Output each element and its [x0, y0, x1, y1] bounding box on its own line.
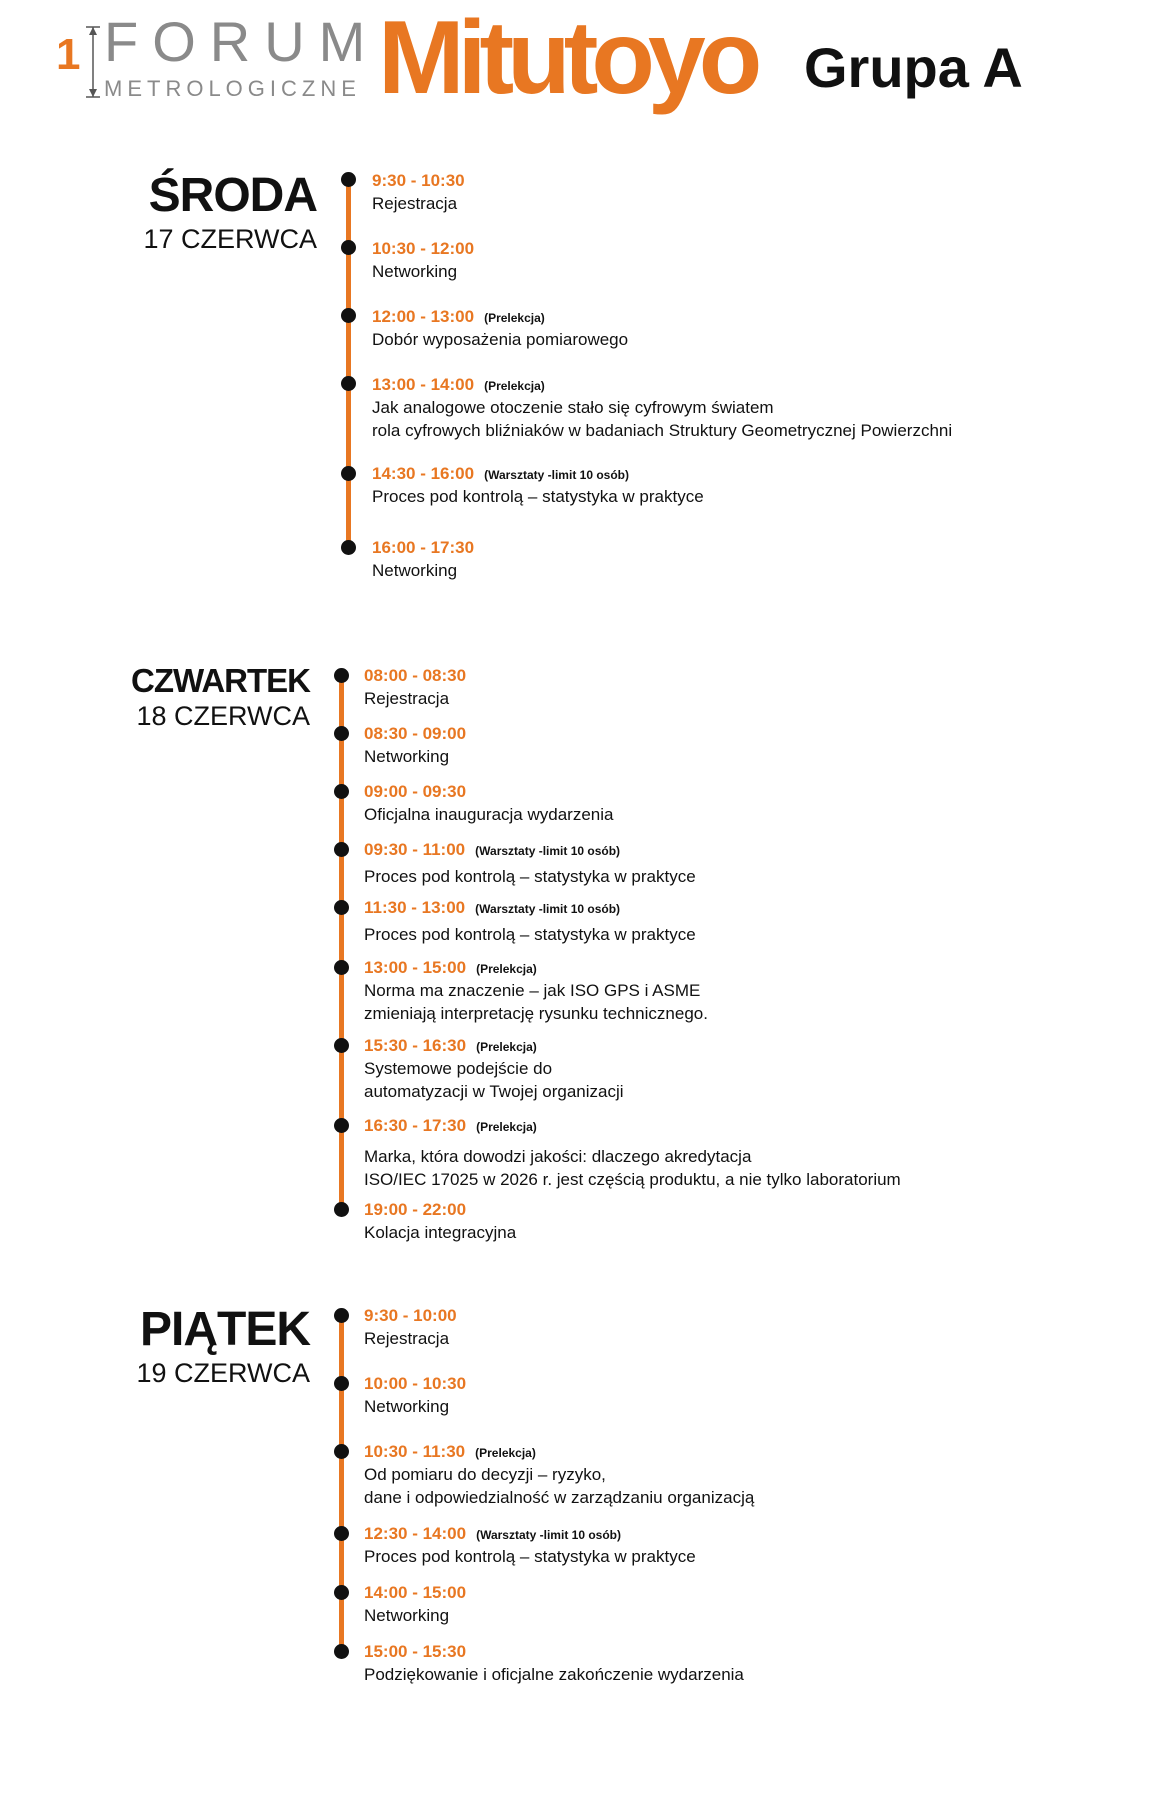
day-label	[131, 664, 310, 730]
item-time: 12:30 - 14:00	[364, 1524, 467, 1543]
item-tag: (Warsztaty -limit 10 osób)	[484, 468, 629, 482]
item-description: Networking	[372, 262, 458, 281]
item-time: 16:30 - 17:30	[364, 1116, 467, 1135]
item-time: 13:00 - 15:00	[364, 958, 467, 977]
schedule-item	[372, 306, 628, 351]
item-description: Networking	[364, 747, 450, 766]
item-description: Kolacja integracyjna	[364, 1223, 517, 1242]
item-description: automatyzacji w Twojej organizacji	[364, 1082, 624, 1101]
item-description: rola cyfrowych bliźniaków w badaniach Struktury Geometrycznej Powierzchni	[372, 421, 953, 440]
schedule-item	[364, 1115, 901, 1191]
item-description: Rejestracja	[364, 1329, 450, 1348]
schedule-item	[364, 1641, 744, 1686]
schedule-item	[364, 957, 708, 1025]
item-time: 15:30 - 16:30	[364, 1036, 467, 1055]
schedule-item	[364, 781, 613, 826]
item-tag: (Warsztaty -limit 10 osób)	[475, 844, 621, 858]
item-description: ISO/IEC 17025 w 2026 r. jest częścią produktu, a nie tylko laboratorium	[364, 1170, 901, 1189]
item-time: 9:30 - 10:30	[372, 171, 465, 190]
timeline-dot	[334, 900, 349, 915]
item-description: Od pomiaru do decyzji – ryzyko,	[364, 1465, 606, 1484]
item-tag: (Warsztaty -limit 10 osób)	[476, 1528, 621, 1542]
item-tag: (Prelekcja)	[476, 1120, 537, 1134]
item-time: 13:00 - 14:00	[372, 375, 475, 394]
item-description: zmieniają interpretację rysunku technicznego.	[364, 1004, 708, 1023]
schedule-item	[372, 238, 474, 283]
timeline-dot	[341, 308, 356, 323]
item-description: Networking	[372, 561, 458, 580]
item-tag: (Prelekcja)	[476, 1040, 537, 1054]
day-name: ŚRODA	[148, 169, 317, 222]
item-description: Norma ma znaczenie – jak ISO GPS i ASME	[364, 981, 701, 1000]
group-title: Grupa A	[804, 36, 1023, 99]
timeline-dot	[341, 466, 356, 481]
item-description: Rejestracja	[372, 194, 458, 213]
timeline-dot	[334, 784, 349, 799]
item-description: Networking	[364, 1397, 450, 1416]
timeline-dot	[341, 540, 356, 555]
schedule-item	[372, 374, 952, 442]
schedule-item	[364, 897, 696, 946]
schedule-item	[364, 1035, 624, 1103]
item-description: Networking	[364, 1606, 450, 1625]
page-header	[0, 0, 1167, 130]
item-time: 14:00 - 15:00	[364, 1583, 467, 1602]
schedule-item	[372, 170, 465, 215]
item-time: 16:00 - 17:30	[372, 538, 475, 557]
timeline-dot	[334, 1444, 349, 1459]
item-time: 12:00 - 13:00	[372, 307, 475, 326]
item-description: Rejestracja	[364, 689, 450, 708]
timeline-dot	[334, 668, 349, 683]
item-description: Marka, która dowodzi jakości: dlaczego akredytacja	[364, 1147, 752, 1166]
item-time: 10:30 - 11:30	[364, 1442, 466, 1461]
timeline-dot	[334, 1644, 349, 1659]
schedule-item	[364, 1582, 466, 1627]
timeline-dot	[334, 1308, 349, 1323]
timeline-dot	[334, 1376, 349, 1391]
item-time: 09:30 - 11:00	[364, 840, 466, 859]
item-description: Proces pod kontrolą – statystyka w praktyce	[364, 867, 696, 886]
schedule-item	[364, 1305, 457, 1350]
item-tag: (Prelekcja)	[476, 962, 537, 976]
item-description: dane i odpowiedzialność w zarządzaniu organizacją	[364, 1488, 755, 1507]
dimension-bracket-icon	[86, 25, 100, 99]
timeline-dot	[334, 726, 349, 741]
item-description: Dobór wyposażenia pomiarowego	[372, 330, 629, 349]
timeline-dot	[334, 1585, 349, 1600]
day-date: 17 CZERWCA	[143, 224, 317, 254]
schedule-item	[364, 1199, 516, 1244]
item-time: 08:30 - 09:00	[364, 724, 467, 743]
forum-title: FORUM	[104, 10, 380, 73]
schedule-item	[372, 463, 704, 508]
day-label	[136, 1303, 310, 1388]
item-tag: (Prelekcja)	[484, 379, 545, 393]
schedule-item	[364, 839, 696, 888]
timeline-dot	[334, 1038, 349, 1053]
item-description: Jak analogowe otoczenie stało się cyfrowym światem	[372, 398, 774, 417]
schedule-item	[372, 537, 474, 582]
schedule-item	[364, 723, 466, 768]
item-time: 08:00 - 08:30	[364, 666, 467, 685]
item-time: 19:00 - 22:00	[364, 1200, 467, 1219]
timeline-dot	[334, 1526, 349, 1541]
item-tag: (Warsztaty -limit 10 osób)	[475, 902, 621, 916]
item-description: Proces pod kontrolą – statystyka w praktyce	[372, 487, 704, 506]
item-tag: (Prelekcja)	[484, 311, 545, 325]
forum-subtitle: METROLOGICZNE	[104, 76, 361, 101]
schedule-item	[364, 1523, 696, 1568]
timeline-dot	[334, 1118, 349, 1133]
item-time: 09:00 - 09:30	[364, 782, 467, 801]
item-description: Proces pod kontrolą – statystyka w praktyce	[364, 925, 696, 944]
day-date: 18 CZERWCA	[136, 701, 310, 731]
timeline-dot	[334, 842, 349, 857]
item-time: 10:00 - 10:30	[364, 1374, 467, 1393]
item-time: 10:30 - 12:00	[372, 239, 475, 258]
item-time: 15:00 - 15:30	[364, 1642, 467, 1661]
timeline-line	[339, 1313, 344, 1653]
item-description: Podziękowanie i oficjalne zakończenie wydarzenia	[364, 1665, 744, 1684]
brand-logo: Mitutoyo	[378, 0, 756, 116]
schedule-item	[364, 665, 466, 710]
day-name: PIĄTEK	[139, 1303, 310, 1356]
item-time: 9:30 - 10:00	[364, 1306, 457, 1325]
forum-number: 1	[56, 30, 79, 79]
item-time: 11:30 - 13:00	[364, 898, 466, 917]
item-description: Oficjalna inauguracja wydarzenia	[364, 805, 614, 824]
day-label	[143, 169, 317, 254]
timeline-dot	[334, 1202, 349, 1217]
item-tag: (Prelekcja)	[475, 1446, 536, 1460]
item-description: Proces pod kontrolą – statystyka w praktyce	[364, 1547, 696, 1566]
item-description: Systemowe podejście do	[364, 1059, 553, 1078]
timeline-dot	[341, 240, 356, 255]
timeline-dot	[334, 960, 349, 975]
day-date: 19 CZERWCA	[136, 1358, 310, 1388]
schedule-item	[364, 1373, 466, 1418]
item-time: 14:30 - 16:00	[372, 464, 475, 483]
timeline-line	[346, 178, 351, 548]
schedule-item	[364, 1441, 754, 1509]
day-name: CZWARTEK	[131, 662, 310, 699]
timeline-dot	[341, 376, 356, 391]
timeline-dot	[341, 172, 356, 187]
